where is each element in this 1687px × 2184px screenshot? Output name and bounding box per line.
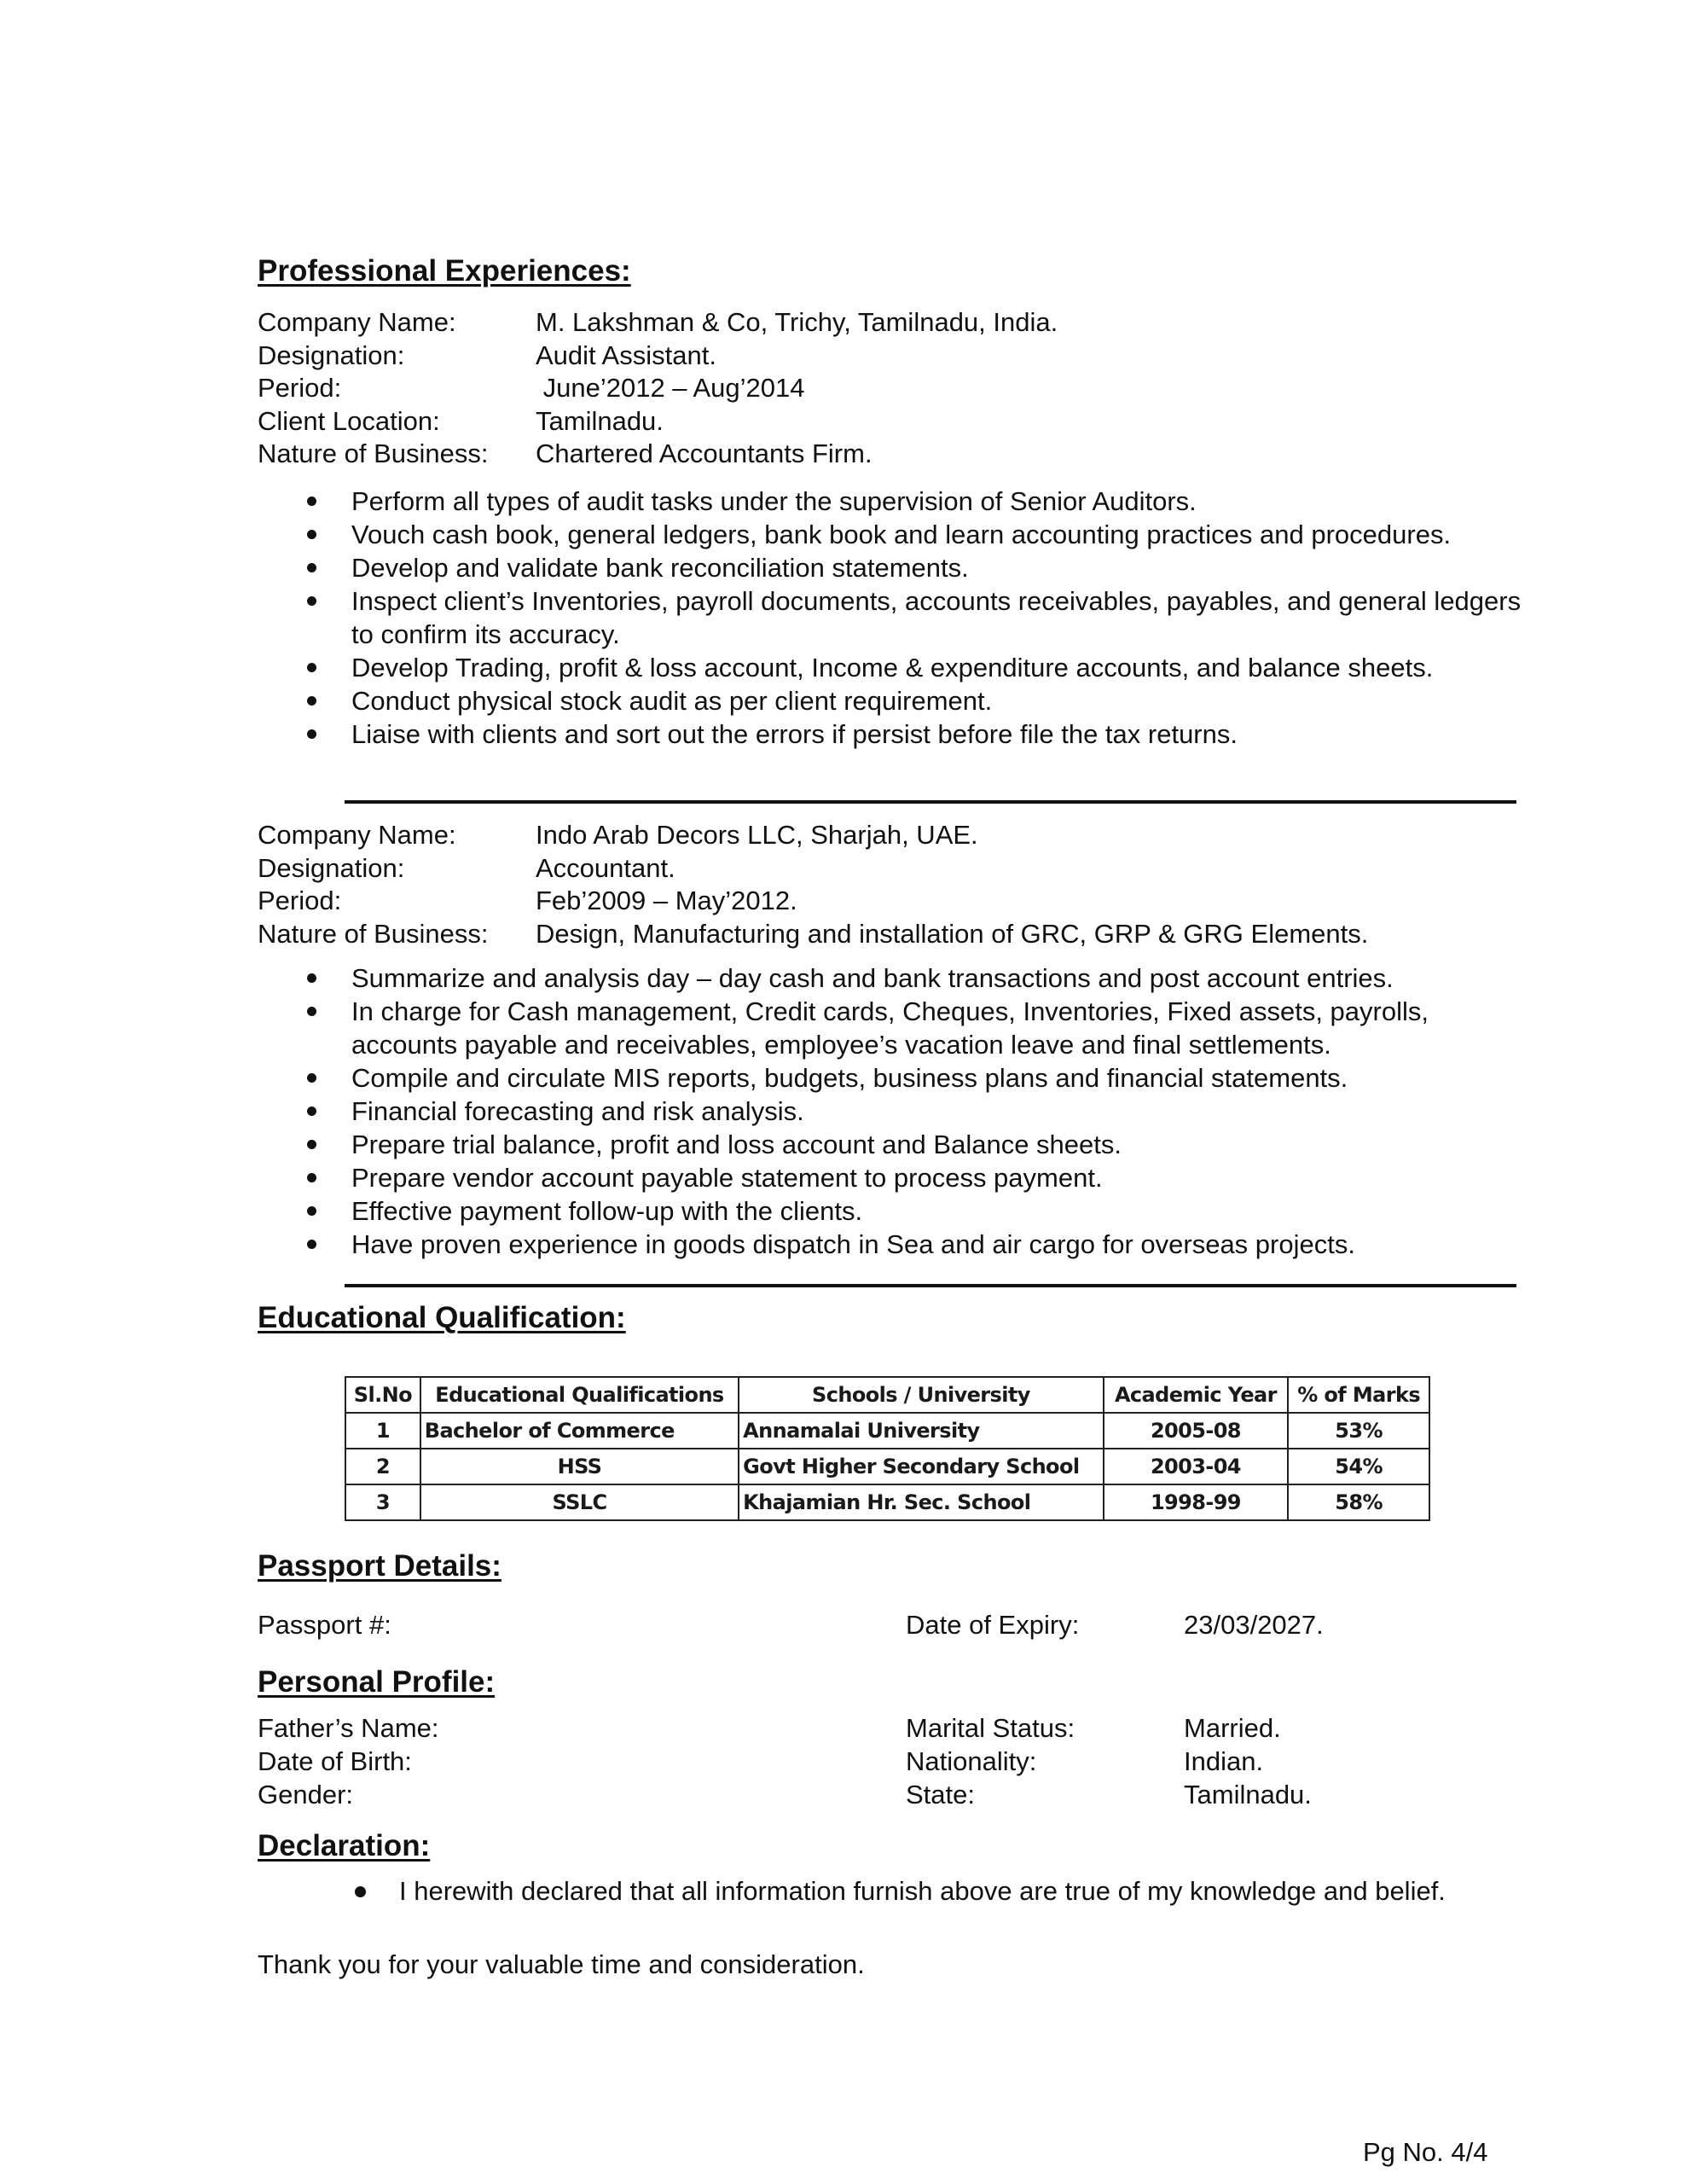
job-2-details: [258, 819, 1368, 950]
field-value: Design, Manufacturing and installation of GRC, GRP & GRG Elements.: [536, 918, 1369, 949]
table-row: [345, 1484, 1429, 1520]
field-value: Accountant.: [536, 852, 675, 883]
job-2-nature-of-business: [258, 918, 1368, 951]
list-item: Vouch cash book, general ledgers, bank book and learn accounting practices and procedures.: [258, 518, 1452, 551]
field-label: Client Location:: [258, 405, 440, 436]
job-1-period: [258, 372, 1058, 405]
field-value: Chartered Accountants Firm.: [536, 439, 872, 468]
field-value: Tamilnadu.: [536, 405, 664, 436]
field-label: Period:: [258, 373, 342, 403]
job-2-designation: [258, 852, 1368, 886]
section-heading-declaration: Declaration:: [258, 1829, 431, 1862]
bullet-icon: [307, 663, 316, 672]
section-heading-passport-details: Passport Details:: [258, 1549, 501, 1583]
list-item: Summarize and analysis day – day cash and bank transactions and post account entries.: [258, 961, 1537, 995]
bullet-icon: [307, 1007, 316, 1016]
list-item: I herewith declared that all information furnish above are true of my knowledge and belief.: [258, 1874, 1452, 1908]
passport-row: [258, 1608, 1452, 1641]
list-item: Develop Trading, profit & loss account, Income & expenditure accounts, and balance sheets.: [258, 651, 1537, 684]
cell-sl-no: 1: [345, 1413, 420, 1449]
list-item: Conduct physical stock audit as per client requirement.: [258, 684, 1537, 717]
column-header: Educational Qualifications: [420, 1377, 739, 1413]
fathers-name-label: Father’s Name:: [258, 1713, 439, 1743]
job-2-company: [258, 819, 1368, 852]
bullet-icon: [307, 1206, 316, 1216]
table-row: [345, 1413, 1429, 1449]
list-item: Financial forecasting and risk analysis.: [258, 1095, 1537, 1128]
list-item: Prepare vendor account payable statement to process payment.: [258, 1161, 1537, 1194]
bullet-icon: [307, 596, 316, 606]
divider: [345, 800, 1516, 804]
list-item: Have proven experience in goods dispatch in Sea and air cargo for overseas projects.: [258, 1228, 1537, 1261]
profile-row: [258, 1711, 1452, 1745]
bullet-icon: [307, 1140, 316, 1149]
bullet-icon: [307, 696, 316, 706]
bullet-icon: [307, 563, 316, 572]
divider: [345, 1284, 1516, 1287]
field-value: M. Lakshman & Co, Trichy, Tamilnadu, India.: [536, 307, 1058, 337]
cell-sl-no: 2: [345, 1449, 420, 1484]
date-of-birth-label: Date of Birth:: [258, 1746, 412, 1776]
field-label: Designation:: [258, 340, 405, 370]
cell-year: 2005-08: [1104, 1413, 1289, 1449]
profile-row: [258, 1745, 1452, 1778]
field-label: Nature of Business:: [258, 439, 489, 468]
nationality-value: Indian.: [1184, 1746, 1264, 1776]
gender-label: Gender:: [258, 1780, 354, 1809]
bullet-icon: [307, 1107, 316, 1116]
field-label: Designation:: [258, 852, 405, 883]
list-item: Effective payment follow-up with the clients.: [258, 1194, 1537, 1228]
list-item: In charge for Cash management, Credit cards, Cheques, Inventories, Fixed assets, payrolls, accounts payable and receivables, employee’s vacation leave and final settlements.: [258, 995, 1537, 1061]
cell-qualification: Bachelor of Commerce: [420, 1413, 739, 1449]
cell-qualification: SSLC: [420, 1484, 739, 1520]
cell-year: 1998-99: [1104, 1484, 1289, 1520]
job-1-nature-of-business: [258, 438, 1058, 471]
state-value: Tamilnadu.: [1184, 1780, 1312, 1809]
field-value: Indo Arab Decors LLC, Sharjah, UAE.: [536, 820, 978, 850]
passport-number-label: Passport #:: [258, 1610, 391, 1640]
table-row: [345, 1449, 1429, 1484]
passport-details: [258, 1608, 1452, 1641]
profile-row: [258, 1778, 1452, 1811]
job-2-period: [258, 885, 1368, 918]
job-1-details: [258, 306, 1058, 471]
bullet-icon: [307, 1173, 316, 1182]
field-value: June’2012 – Aug’2014: [536, 373, 805, 403]
column-header: Academic Year: [1104, 1377, 1289, 1413]
cell-sl-no: 3: [345, 1484, 420, 1520]
field-label: Nature of Business:: [258, 918, 489, 949]
cell-year: 2003-04: [1104, 1449, 1289, 1484]
marital-status-label: Marital Status:: [906, 1713, 1075, 1743]
field-value: Audit Assistant.: [536, 340, 716, 370]
bullet-icon: [307, 530, 316, 539]
nationality-label: Nationality:: [906, 1746, 1037, 1776]
cell-marks: 58%: [1288, 1484, 1429, 1520]
marital-status-value: Married.: [1184, 1713, 1281, 1743]
bullet-icon: [307, 973, 316, 983]
section-heading-educational-qualification: Educational Qualification:: [258, 1301, 626, 1334]
field-label: Company Name:: [258, 307, 456, 337]
list-item: Develop and validate bank reconciliation statements.: [258, 551, 1537, 584]
list-item: Inspect client’s Inventories, payroll documents, accounts receivables, payables, and general ledgers to confirm its accuracy.: [258, 584, 1537, 651]
bullet-icon: [307, 497, 316, 506]
bullet-icon: [307, 1240, 316, 1249]
bullet-icon: [355, 1886, 366, 1897]
list-item: Prepare trial balance, profit and loss account and Balance sheets.: [258, 1128, 1537, 1161]
closing-note: Thank you for your valuable time and consideration.: [258, 1949, 865, 1979]
page-number: Pg No. 4/4: [1363, 2137, 1488, 2167]
cell-marks: 53%: [1288, 1413, 1429, 1449]
list-item: Perform all types of audit tasks under the supervision of Senior Auditors.: [258, 485, 1537, 518]
job-1-company: [258, 306, 1058, 340]
list-item: Compile and circulate MIS reports, budgets, business plans and financial statements.: [258, 1061, 1537, 1095]
job-1-client-location: [258, 405, 1058, 439]
field-label: Period:: [258, 886, 342, 915]
field-value: Feb’2009 – May’2012.: [536, 886, 797, 915]
declaration-list: [258, 1874, 1452, 1908]
job-1-designation: [258, 340, 1058, 373]
bullet-icon: [307, 729, 316, 739]
state-label: State:: [906, 1780, 975, 1809]
expiry-value: 23/03/2027.: [1184, 1610, 1324, 1640]
cell-school: Annamalai University: [739, 1413, 1103, 1449]
job-1-duties-list: [258, 485, 1537, 751]
cell-school: Govt Higher Secondary School: [739, 1449, 1103, 1484]
column-header: Sl.No: [345, 1377, 420, 1413]
section-heading-professional-experiences: Professional Experiences:: [258, 254, 631, 288]
personal-profile-details: [258, 1711, 1452, 1811]
cell-marks: 54%: [1288, 1449, 1429, 1484]
section-heading-personal-profile: Personal Profile:: [258, 1665, 496, 1699]
column-header: Schools / University: [739, 1377, 1103, 1413]
cell-qualification: HSS: [420, 1449, 739, 1484]
field-label: Company Name:: [258, 820, 456, 850]
column-header: % of Marks: [1288, 1377, 1429, 1413]
expiry-label: Date of Expiry:: [906, 1610, 1080, 1640]
education-table: [345, 1376, 1430, 1521]
job-2-duties-list: [258, 961, 1537, 1261]
cell-school: Khajamian Hr. Sec. School: [739, 1484, 1103, 1520]
bullet-icon: [307, 1073, 316, 1083]
table-header-row: [345, 1377, 1429, 1413]
list-item: Liaise with clients and sort out the errors if persist before file the tax returns.: [258, 717, 1537, 751]
